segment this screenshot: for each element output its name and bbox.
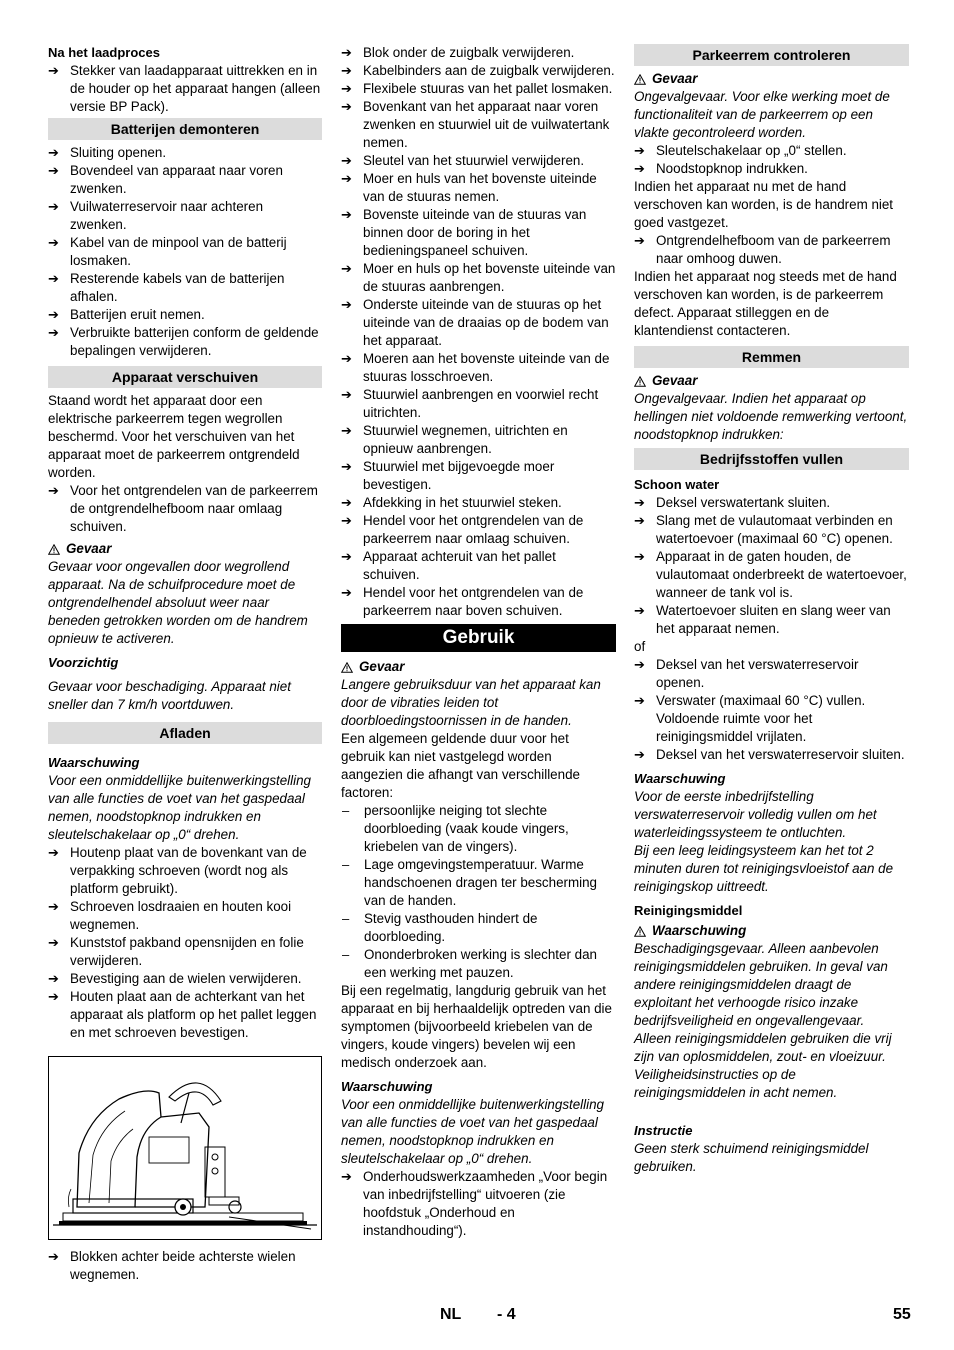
list-item-text: Noodstopknop indrukken. xyxy=(656,161,808,176)
machine-on-pallet-illustration xyxy=(48,1056,322,1240)
list-item xyxy=(341,422,616,458)
bullet-list xyxy=(48,482,322,536)
list-item xyxy=(634,602,909,638)
list-item xyxy=(634,232,909,268)
column-right xyxy=(634,44,909,1176)
list-item xyxy=(341,170,616,206)
column-middle xyxy=(341,44,616,1240)
arrow-bullet-icon: ➔ xyxy=(341,585,352,600)
list-item xyxy=(341,98,616,152)
warning-triangle-icon xyxy=(634,74,646,85)
list-item-text: Kabelbinders aan de zuigbalk verwijderen. xyxy=(363,63,615,78)
warning-label: Gevaar xyxy=(634,372,909,390)
dash-list-item xyxy=(341,802,616,856)
footer-page-number: 55 xyxy=(893,1306,911,1323)
warning-label: Gevaar xyxy=(341,658,616,676)
arrow-bullet-icon: ➔ xyxy=(48,971,59,986)
chapter-band: Gebruik xyxy=(341,624,616,652)
arrow-bullet-icon: ➔ xyxy=(341,1169,352,1184)
warning-label: Waarschuwing xyxy=(634,922,909,940)
arrow-bullet-icon: ➔ xyxy=(341,45,352,60)
list-item xyxy=(48,162,322,198)
warning-text: Ongevalgevaar. Indien het apparaat op hellingen niet voldoende remwerking vertoont, noodstopknop indrukken: xyxy=(634,391,908,442)
warning-triangle-icon xyxy=(48,544,60,555)
section-subtitle: Na het laadproces xyxy=(48,45,160,60)
list-item xyxy=(48,198,322,234)
list-item-text: Deksel verswatertank sluiten. xyxy=(656,495,831,510)
arrow-bullet-icon: ➔ xyxy=(341,99,352,114)
list-item xyxy=(48,988,322,1042)
warning-text: Ongevalgevaar. Voor elke werking moet de functionaliteit van de parkeerrem op een vlakte gecontroleerd worden. xyxy=(634,89,890,140)
paragraph-or: of xyxy=(634,639,646,654)
column-left xyxy=(48,44,322,1284)
warning-text: Bij een leeg leidingsysteem kan het tot 2 minuten duren tot reinigingsvloeistof aan de reinigingskop uittreedt. xyxy=(634,843,894,894)
list-item xyxy=(341,1168,616,1240)
arrow-bullet-icon: ➔ xyxy=(341,387,352,402)
warning-triangle-icon xyxy=(634,926,646,937)
list-item-text: Houtenp plaat van de bovenkant van de verpakking schroeven (wordt nog als platform gebruikt). xyxy=(70,845,307,896)
list-item xyxy=(48,306,322,324)
list-item xyxy=(48,270,322,306)
arrow-bullet-icon: ➔ xyxy=(48,483,59,498)
arrow-bullet-icon: ➔ xyxy=(634,747,645,762)
arrow-bullet-icon: ➔ xyxy=(341,297,352,312)
list-item xyxy=(341,584,616,620)
list-item-text: Stekker van laadapparaat uittrekken en in de houder op het apparaat hangen (alleen versie BP Pack). xyxy=(70,63,321,114)
arrow-bullet-icon: ➔ xyxy=(48,163,59,178)
warning-text: Alleen reinigingsmiddelen gebruiken die vrij zijn van oplosmiddelen, zout- en vloeizuur. xyxy=(634,1031,892,1064)
scrubber-machine-drawing xyxy=(49,1057,321,1239)
arrow-bullet-icon: ➔ xyxy=(48,307,59,322)
caution-text: Gevaar voor beschadiging. Apparaat niet sneller dan 7 km/h voortduwen. xyxy=(48,679,291,712)
list-item xyxy=(634,512,909,548)
list-item-text: Moer en huls van het bovenste uiteinde van de stuuras nemen. xyxy=(363,171,597,204)
arrow-bullet-icon: ➔ xyxy=(341,495,352,510)
list-item-text: Bovenste uiteinde van de stuuras van binnen door de boring in het bedieningspaneel schuiven. xyxy=(363,207,587,258)
section-heading: Bedrijfsstoffen vullen xyxy=(634,448,909,470)
bullet-list xyxy=(48,844,322,1042)
list-item xyxy=(634,746,909,764)
dash-list-item xyxy=(341,910,616,946)
list-item xyxy=(341,62,616,80)
arrow-bullet-icon: ➔ xyxy=(634,693,645,708)
section-heading: Afladen xyxy=(48,722,322,744)
warning-text: Gevaar voor ongevallen door wegrollend apparaat. Na de schuifprocedure moet de ontgrendelhendel absoluut weer naar beneden getrokken worden om de handrem opnieuw te activeren. xyxy=(48,559,308,646)
warning-label: Waarschuwing xyxy=(341,1079,433,1094)
list-item xyxy=(341,386,616,422)
arrow-bullet-icon: ➔ xyxy=(48,899,59,914)
warning-text: Voor een onmiddellijke buitenwerkingstelling van alle functies de voet van het gaspedaal nemen, noodstopknop indrukken en sleutelschakelaar op „0“ drehen. xyxy=(48,773,312,842)
arrow-bullet-icon: ➔ xyxy=(48,199,59,214)
arrow-bullet-icon: ➔ xyxy=(341,459,352,474)
bullet-list xyxy=(634,142,909,178)
list-item xyxy=(634,494,909,512)
list-item xyxy=(341,206,616,260)
list-item-text: Ontgrendelhefboom van de parkeerrem naar omhoog duwen. xyxy=(656,233,891,266)
arrow-bullet-icon: ➔ xyxy=(48,935,59,950)
list-item-text: Moeren aan het bovenste uiteinde van de stuuras losschroeven. xyxy=(363,351,610,384)
list-item-text: Flexibele stuuras van het pallet losmaken. xyxy=(363,81,613,96)
arrow-bullet-icon: ➔ xyxy=(48,989,59,1004)
list-item-text: Stevig vasthouden hindert de doorbloeding. xyxy=(364,911,538,944)
list-item xyxy=(341,296,616,350)
list-item-text: Slang met de vulautomaat verbinden en watertoevoer (maximaal 60 °C) openen. xyxy=(656,513,893,546)
list-item xyxy=(48,1248,322,1284)
list-item-text: Stuurwiel wegnemen, uitrichten en opnieuw aanbrengen. xyxy=(363,423,568,456)
bullet-list xyxy=(48,62,322,116)
list-item-text: Kunststof pakband opensnijden en folie verwijderen. xyxy=(70,935,304,968)
section-heading: Batterijen demonteren xyxy=(48,118,322,140)
arrow-bullet-icon: ➔ xyxy=(341,63,352,78)
paragraph: Een algemeen geldende duur voor het gebruik kan niet vastgelegd worden aangezien die afhangt van verschillende factoren: xyxy=(341,731,580,800)
list-item-text: Watertoevoer sluiten en slang weer van het apparaat nemen. xyxy=(656,603,891,636)
arrow-bullet-icon: ➔ xyxy=(634,549,645,564)
arrow-bullet-icon: ➔ xyxy=(48,1249,59,1264)
footer-section: - 4 xyxy=(497,1306,516,1323)
list-item xyxy=(341,80,616,98)
arrow-bullet-icon: ➔ xyxy=(48,271,59,286)
arrow-bullet-icon: ➔ xyxy=(634,143,645,158)
list-item xyxy=(341,548,616,584)
section-subtitle: Reinigingsmiddel xyxy=(634,903,743,918)
list-item-text: Sleutel van het stuurwiel verwijderen. xyxy=(363,153,585,168)
list-item-text: Verswater (maximaal 60 °C) vullen. Voldoende ruimte voor het reinigingsmiddel vrijlaten. xyxy=(656,693,866,744)
section-subtitle: Schoon water xyxy=(634,477,720,492)
list-item-text: Kabel van de minpool van de batterij losmaken. xyxy=(70,235,287,268)
footer-language: NL xyxy=(440,1306,462,1323)
arrow-bullet-icon: ➔ xyxy=(634,657,645,672)
list-item-text: Verbruikte batterijen conform de geldende bepalingen verwijderen. xyxy=(70,325,319,358)
arrow-bullet-icon: ➔ xyxy=(341,351,352,366)
bullet-list xyxy=(48,144,322,360)
list-item xyxy=(48,144,322,162)
list-item xyxy=(341,494,616,512)
list-item-text: Bovenkant van het apparaat naar voren zwenken en stuurwiel uit de vuilwatertank nemen. xyxy=(363,99,610,150)
list-item xyxy=(341,44,616,62)
list-item-text: Onderste uiteinde van de stuuras op het uiteinde van de draaias op de bodem van het apparaat. xyxy=(363,297,609,348)
list-item-text: Onderhoudswerkzaamheden „Voor begin van inbedrijfstelling“ uitvoeren (zie hoofdstuk „Onderhoud en instandhouding“). xyxy=(363,1169,608,1238)
arrow-bullet-icon: ➔ xyxy=(634,495,645,510)
list-item xyxy=(48,482,322,536)
list-item-text: Apparaat achteruit van het pallet schuiven. xyxy=(363,549,556,582)
warning-text: Langere gebruiksduur van het apparaat kan door de vibraties leiden tot doorbloedingstoornissen in de handen. xyxy=(341,677,601,728)
dash-bullet-icon: – xyxy=(342,911,350,926)
list-item-text: Hendel voor het ontgrendelen van de parkeerrem naar boven schuiven. xyxy=(363,585,584,618)
bullet-list xyxy=(634,232,909,268)
list-item xyxy=(634,656,909,692)
list-item xyxy=(341,350,616,386)
warning-text: Veiligheidsinstructies op de reinigingsmiddelen in acht nemen. xyxy=(634,1067,838,1100)
warning-text: Beschadigingsgevaar. Alleen aanbevolen reinigingsmiddelen gebruiken. In geval van andere reinigingsmiddelen draagt de exploitant het verhoogde risico inzake bedrijfsveiligheid en ongevallengevaar. xyxy=(634,941,888,1028)
bullet-list xyxy=(48,1248,322,1284)
list-item-text: Vuilwaterreservoir naar achteren zwenken. xyxy=(70,199,264,232)
dash-bullet-icon: – xyxy=(342,803,350,818)
arrow-bullet-icon: ➔ xyxy=(341,81,352,96)
list-item xyxy=(341,458,616,494)
section-heading: Remmen xyxy=(634,346,909,368)
list-item-text: Batterijen eruit nemen. xyxy=(70,307,205,322)
arrow-bullet-icon: ➔ xyxy=(634,603,645,618)
arrow-bullet-icon: ➔ xyxy=(634,233,645,248)
section-heading: Parkeerrem controleren xyxy=(634,44,909,66)
list-item-text: Apparaat in de gaten houden, de vulautomaat onderbreekt de watertoevoer, wanneer de tank vol is. xyxy=(656,549,907,600)
arrow-bullet-icon: ➔ xyxy=(341,171,352,186)
list-item xyxy=(48,324,322,360)
dash-list-item xyxy=(341,856,616,910)
list-item xyxy=(341,260,616,296)
list-item xyxy=(341,512,616,548)
list-item xyxy=(48,934,322,970)
arrow-bullet-icon: ➔ xyxy=(341,261,352,276)
bullet-list xyxy=(341,1168,616,1240)
warning-label: Waarschuwing xyxy=(634,771,726,786)
warning-text: Voor een onmiddellijke buitenwerkingstelling van alle functies de voet van het gaspedaal nemen, noodstopknop indrukken en sleutelschakelaar op „0“ drehen. xyxy=(341,1097,605,1166)
dash-list-item xyxy=(341,946,616,982)
list-item xyxy=(634,692,909,746)
list-item-text: Resterende kabels van de batterijen afhalen. xyxy=(70,271,285,304)
paragraph: Bij een regelmatig, langdurig gebruik van het apparaat en bij herhaaldelijk optreden van die symptomen (bijvoorbeeld kriebelen van de vingers, koude vingers) bevelen wij een medisch onderzoek aan. xyxy=(341,983,612,1070)
dash-list xyxy=(341,802,616,982)
list-item-text: Hendel voor het ontgrendelen van de parkeerrem naar omlaag schuiven. xyxy=(363,513,584,546)
arrow-bullet-icon: ➔ xyxy=(48,63,59,78)
list-item-text: Moer en huls op het bovenste uiteinde van de stuuras aanbrengen. xyxy=(363,261,616,294)
arrow-bullet-icon: ➔ xyxy=(341,513,352,528)
list-item-text: Bevestiging aan de wielen verwijderen. xyxy=(70,971,302,986)
list-item xyxy=(48,62,322,116)
list-item-text: Houten plaat aan de achterkant van het apparaat als platform op het pallet leggen en met schroeven bevestigen. xyxy=(70,989,317,1040)
bullet-list xyxy=(341,44,616,620)
list-item-text: Stuurwiel aanbrengen en voorwiel recht uitrichten. xyxy=(363,387,599,420)
arrow-bullet-icon: ➔ xyxy=(48,145,59,160)
section-heading: Apparaat verschuiven xyxy=(48,366,322,388)
list-item-text: Schroeven losdraaien en houten kooi wegnemen. xyxy=(70,899,292,932)
warning-label: Gevaar xyxy=(48,540,322,558)
instruction-label: Instructie xyxy=(634,1123,693,1138)
warning-label: Waarschuwing xyxy=(48,755,140,770)
arrow-bullet-icon: ➔ xyxy=(48,235,59,250)
list-item xyxy=(48,970,322,988)
list-item xyxy=(48,898,322,934)
dash-bullet-icon: – xyxy=(342,947,350,962)
list-item-text: Deksel van het verswaterreservoir openen. xyxy=(656,657,859,690)
list-item-text: persoonlijke neiging tot slechte doorbloeding (vaak koude vingers, kriebelen van de vingers). xyxy=(364,803,569,854)
list-item-text: Blok onder de zuigbalk verwijderen. xyxy=(363,45,575,60)
warning-text: Voor de eerste inbedrijfstelling verswaterreservoir volledig vullen om het waterleidingssysteem te ontluchten. xyxy=(634,789,877,840)
list-item-text: Lage omgevingstemperatuur. Warme handschoenen dragen ter bescherming van de handen. xyxy=(364,857,598,908)
arrow-bullet-icon: ➔ xyxy=(341,207,352,222)
list-item xyxy=(634,142,909,160)
list-item-text: Blokken achter beide achterste wielen wegnemen. xyxy=(70,1249,296,1282)
list-item xyxy=(48,234,322,270)
list-item-text: Stuurwiel met bijgevoegde moer bevestigen. xyxy=(363,459,555,492)
arrow-bullet-icon: ➔ xyxy=(634,513,645,528)
arrow-bullet-icon: ➔ xyxy=(341,153,352,168)
list-item xyxy=(341,152,616,170)
list-item-text: Bovendeel van apparaat naar voren zwenken. xyxy=(70,163,283,196)
dash-bullet-icon: – xyxy=(342,857,350,872)
arrow-bullet-icon: ➔ xyxy=(48,845,59,860)
instruction-text: Geen sterk schuimend reinigingsmiddel gebruiken. xyxy=(634,1141,869,1174)
warning-triangle-icon xyxy=(634,376,646,387)
bullet-list xyxy=(634,656,909,764)
arrow-bullet-icon: ➔ xyxy=(48,325,59,340)
arrow-bullet-icon: ➔ xyxy=(634,161,645,176)
caution-label: Voorzichtig xyxy=(48,655,119,670)
list-item-text: Sleutelschakelaar op „0“ stellen. xyxy=(656,143,847,158)
list-item-text: Voor het ontgrendelen van de parkeerrem de ontgrendelhefboom naar omlaag schuiven. xyxy=(70,483,318,534)
arrow-bullet-icon: ➔ xyxy=(341,423,352,438)
list-item xyxy=(634,548,909,602)
bullet-list xyxy=(634,494,909,638)
warning-label: Gevaar xyxy=(634,70,909,88)
arrow-bullet-icon: ➔ xyxy=(341,549,352,564)
warning-triangle-icon xyxy=(341,662,353,673)
list-item-text: Deksel van het verswaterreservoir sluiten. xyxy=(656,747,905,762)
list-item-text: Ononderbroken werking is slechter dan een werking met pauzen. xyxy=(364,947,597,980)
paragraph: Staand wordt het apparaat door een elektrische parkeerrem tegen wegrollen beschermd. Voor het verschuiven van het apparaat moet de parkeerrem ontgrendeld worden. xyxy=(48,393,300,480)
list-item xyxy=(48,844,322,898)
paragraph: Indien het apparaat nog steeds met de hand verschoven kan worden, is de parkeerrem defect. Apparaat stilleggen en de klantendienst contacteren. xyxy=(634,269,897,338)
list-item xyxy=(634,160,909,178)
list-item-text: Afdekking in het stuurwiel steken. xyxy=(363,495,562,510)
list-item-text: Sluiting openen. xyxy=(70,145,167,160)
paragraph: Indien het apparaat nu met de hand verschoven kan worden, is de handrem niet goed vastgezet. xyxy=(634,179,894,230)
